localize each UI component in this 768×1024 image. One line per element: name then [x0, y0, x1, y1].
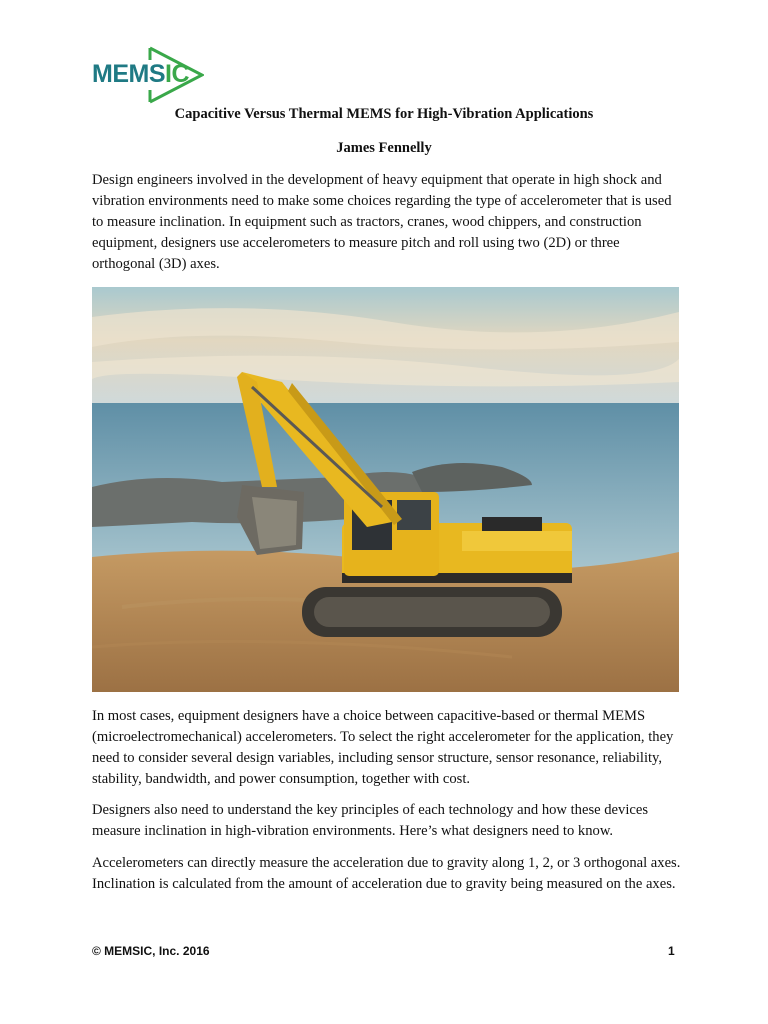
page-number: 1: [668, 944, 675, 958]
excavator-photo: [92, 287, 679, 692]
paragraph-intro: Design engineers involved in the development of heavy equipment that operate in high shock and vibration environments need to make some choices regarding the type of accelerometer that is used to measure inclination. In equipment such as tractors, cranes, wood chippers, and construction equipment, designers use accelerometers to measure pitch and roll using two (2D) or three orthogonal (3D) axes.: [92, 172, 672, 272]
author-name: James Fennelly: [336, 140, 432, 156]
logo-text: MEMSIC: [92, 60, 189, 88]
paragraph-choice: In most cases, equipment designers have a choice between capacitive-based or thermal MEMS (microelectromechanical) accelerometers. To select the right accelerometer for the application, they need to consider several design variables, including sensor structure, sensor resonance, reliability, stability, bandwidth, and power consumption, together with cost.: [92, 708, 674, 787]
paragraph-principles: Designers also need to understand the key principles of each technology and how these devices measure inclination in high-vibration environments. Here’s what designers need to know.: [92, 802, 649, 839]
footer-copyright: © MEMSIC, Inc. 2016: [92, 944, 210, 958]
paragraph-accelerometers: Accelerometers can directly measure the acceleration due to gravity along 1, 2, or 3 orthogonal axes. Inclination is calculated from the amount of acceleration due to gravity being measured on the axes.: [92, 855, 681, 892]
memsic-logo: [92, 46, 204, 104]
document-title: Capacitive Versus Thermal MEMS for High-Vibration Applications: [174, 106, 594, 122]
